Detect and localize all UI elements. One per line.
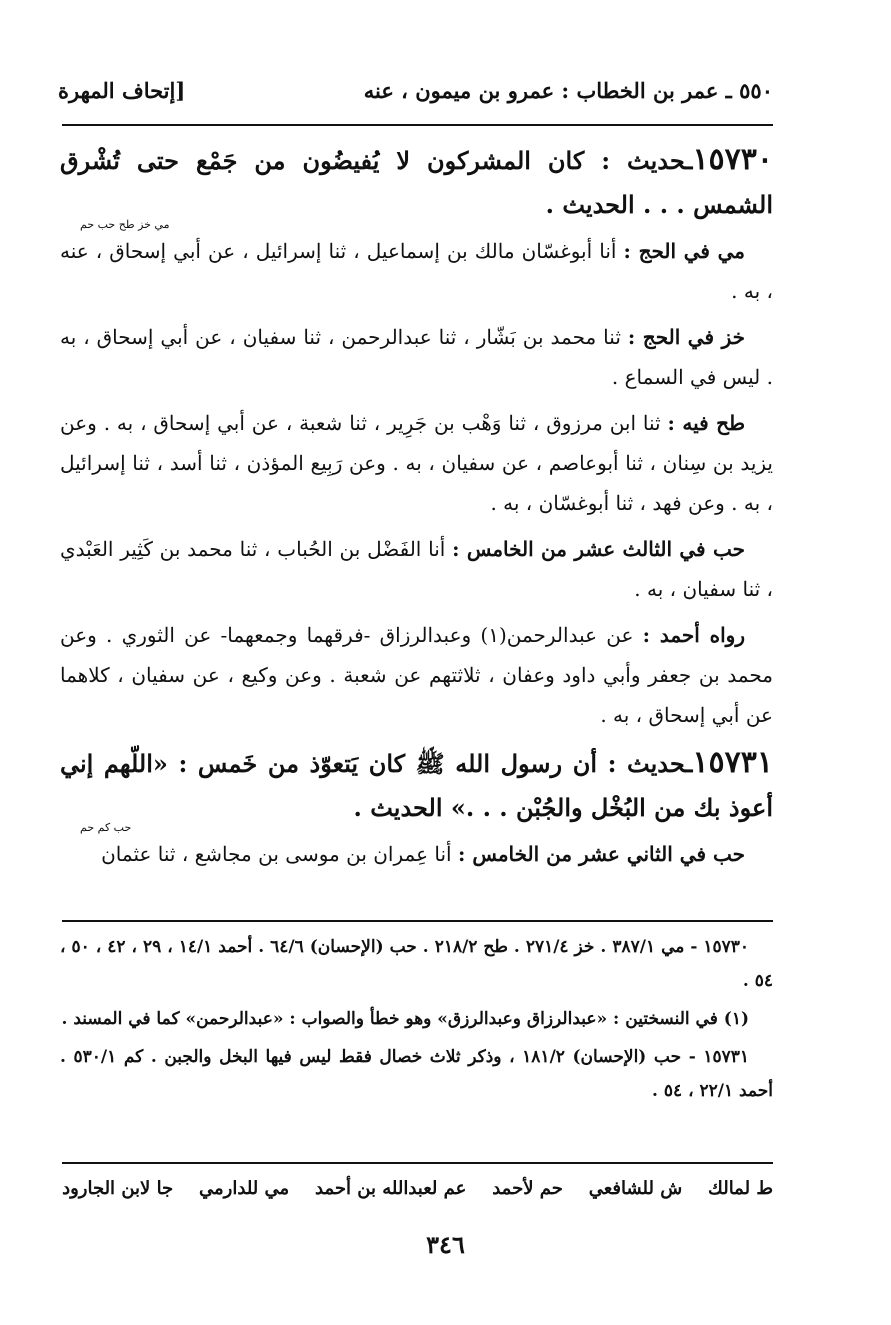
legend-item: حم لأحمد xyxy=(492,1178,563,1199)
chain-source: حب في الثاني عشر من الخامس : xyxy=(457,842,745,866)
chain-text: ثنا محمد بن بَشّار ، ثنا عبدالرحمن ، ثنا سفيان ، عن أبي إسحاق ، به . ليس في السماع . xyxy=(60,325,773,389)
chain-source: حب في الثالث عشر من الخامس : xyxy=(452,537,745,561)
chain-paragraph xyxy=(60,834,773,874)
hadith-text: كان المشركون لا يُفيضُون من جَمْع حتى تُشْرق الشمس . . . الحديث . xyxy=(60,146,773,219)
chain-text: أنا عِمران بن موسى بن مجاشع ، ثنا عثمان xyxy=(101,842,458,866)
footnote: (١) في النسختين : «عبدالرزاق وعبدالرزق» وهو خطأ والصواب : «عبدالرحمن» كما في المسند . xyxy=(61,1009,749,1029)
chain-source: رواه أحمد : xyxy=(642,623,745,647)
footnote: ١٥٧٣١ - حب (الإحسان) ١٨١/٢ ، وذكر ثلاث خصال فقط ليس فيها البخل والجبن . كم ٥٣٠/١ . أحمد ٢٢/١ ، ٥٤ . xyxy=(60,1047,773,1101)
header-chapter-title: ٥٥٠ ـ عمر بن الخطاب : عمرو بن ميمون ، عنه xyxy=(363,77,773,103)
legend-item: ش للشافعي xyxy=(588,1178,683,1199)
header-rule xyxy=(62,124,773,126)
chain-text: ثنا ابن مرزوق ، ثنا وَهْب بن جَرِير ، ثنا شعبة ، عن أبي إسحاق ، به . وعن يزيد بن سِنان ، ثنا أبوعاصم ، عن سفيان ، به . وعن رَبِيع المؤذن ، ثنا أسد ، ثنا إسرائيل ، به . وعن فهد ، ثنا أبوغسّان ، به . xyxy=(60,411,773,515)
hadith-sigla: مي خز طح حب حم xyxy=(80,218,170,231)
header-book-title: [إتحاف المهرة xyxy=(58,77,186,103)
legend-rule xyxy=(62,1162,773,1164)
sigla-legend xyxy=(62,1178,773,1199)
chain-text: أنا أبوغسّان مالك بن إسماعيل ، ثنا إسرائيل ، عن أبي إسحاق ، عنه ، به . xyxy=(60,239,773,303)
legend-item: مي للدارمي xyxy=(199,1178,290,1199)
hadith-lead: ـحديث : xyxy=(597,749,693,778)
footnote-rule xyxy=(62,920,773,922)
chain-text: عن عبدالرحمن(١) وعبدالرزاق -فرقهما وجمعهما- عن الثوري . وعن محمد بن جعفر وأبي داود وعفان ، ثلاثتهم عن شعبة . وعن وكيع ، عن سفيان ، كلاهما عن أبي إسحاق ، به . xyxy=(60,623,773,727)
main-text xyxy=(60,138,773,880)
hadith-number: ١٥٧٣٠ xyxy=(692,142,774,177)
chain-text: أنا الفَضْل بن الحُباب ، ثنا محمد بن كَثِير العَبْدي ، ثنا سفيان ، به . xyxy=(60,537,773,601)
chain-paragraph xyxy=(60,615,773,735)
hadith-text: أن رسول الله ﷺ كان يَتعوّذ من خَمس : «اللّهم إني أعوذ بك من البُخْل والجُبْن . . .» الحديث . xyxy=(60,749,773,822)
page-number: ٣٤٦ xyxy=(426,1230,465,1259)
hadith-number: ١٥٧٣١ xyxy=(692,745,773,780)
chain-paragraph xyxy=(60,231,773,311)
running-header xyxy=(58,70,773,110)
chain-source: خز في الحج : xyxy=(627,325,745,349)
chain-source: مي في الحج : xyxy=(623,239,745,263)
chain-paragraph xyxy=(60,403,773,523)
legend-item: ط لمالك xyxy=(708,1178,773,1199)
footnote: ١٥٧٣٠ - مي ٣٨٧/١ . خز ٢٧١/٤ . طح ٢١٨/٢ . حب (الإحسان) ٦٤/٦ . أحمد ١٤/١ ، ٢٩ ، ٤٢ ، ٥٠ ، ٥٤ . xyxy=(60,937,773,991)
hadith-heading-15730 xyxy=(60,138,773,231)
chain-paragraph xyxy=(60,317,773,397)
hadith-lead: ـحديث : xyxy=(584,146,693,175)
hadith-sigla: حب كم حم xyxy=(80,821,132,834)
chain-paragraph xyxy=(60,529,773,609)
legend-item: عم لعبدالله بن أحمد xyxy=(315,1178,467,1199)
legend-item: جا لابن الجارود xyxy=(62,1178,174,1199)
hadith-heading-15731 xyxy=(60,741,773,834)
chain-source: طح فيه : xyxy=(667,411,745,435)
footnotes xyxy=(60,930,773,1112)
